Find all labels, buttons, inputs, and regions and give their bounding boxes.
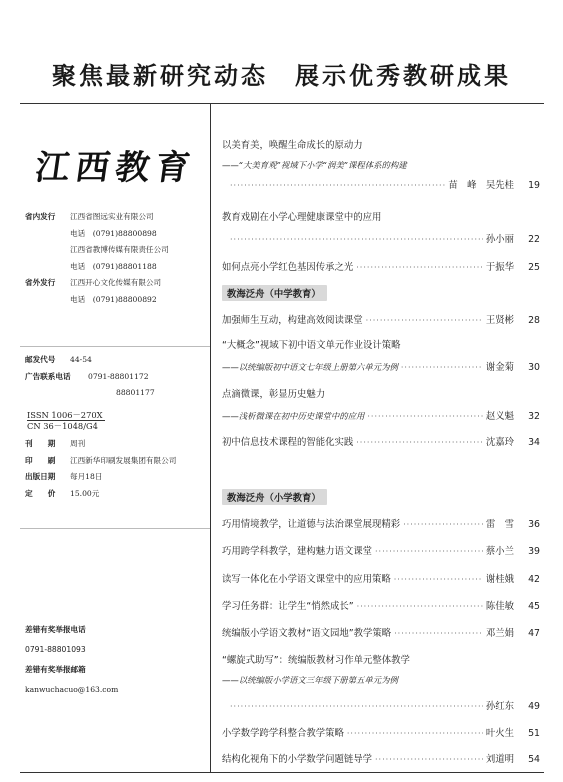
toc-author: 邓兰娟 bbox=[485, 628, 514, 639]
toc-entry[interactable] bbox=[222, 751, 540, 765]
toc-page: 36 bbox=[528, 519, 540, 530]
domestic-phone-1: (0791)88800898 bbox=[92, 228, 157, 238]
bottom-rule bbox=[20, 772, 544, 773]
overseas-distributor: 江西开心文化传媒有限公司 bbox=[70, 278, 162, 288]
toc-page: 28 bbox=[528, 315, 540, 326]
toc-author: 蔡小兰 bbox=[485, 546, 514, 557]
section-header-primary: 教海泛舟（小学教育） bbox=[222, 489, 327, 505]
domestic-phone-2: (0791)88801188 bbox=[92, 261, 157, 271]
toc-title: 加强师生互动，构建高效阅读课堂 bbox=[222, 315, 363, 326]
toc-title: 初中信息技术课程的智能化实践 bbox=[222, 437, 354, 448]
toc-page: 19 bbox=[528, 180, 540, 191]
issn: ISSN 1006－270X bbox=[27, 410, 105, 421]
phone-label: 电话 bbox=[70, 261, 86, 271]
magazine-logo: 江西教育 bbox=[32, 148, 199, 188]
printer-label: 印 刷 bbox=[25, 455, 56, 465]
error-report-contacts bbox=[25, 620, 118, 700]
toc-page: 47 bbox=[528, 628, 540, 639]
phone-label: 电话 bbox=[70, 294, 86, 304]
toc-title: 以美育美，唤醒生命成长的原动力 bbox=[222, 140, 363, 151]
toc-author: 雷 雪 bbox=[485, 519, 514, 530]
cn-number: CN 36－1048/G4 bbox=[27, 421, 98, 431]
toc-page: 22 bbox=[528, 234, 540, 245]
report-email-label: 差错有奖举报邮箱 bbox=[25, 665, 86, 674]
toc-author: 赵义魁 bbox=[485, 411, 514, 422]
toc-title: 统编版小学语文教材“语文园地”教学策略 bbox=[222, 628, 392, 639]
toc-author: 叶火生 bbox=[485, 728, 514, 739]
toc-author: 王贤彬 bbox=[485, 315, 514, 326]
toc-author: 沈嘉玲 bbox=[485, 437, 514, 448]
toc-title: 学习任务群：让学生“悄然成长” bbox=[222, 601, 354, 612]
toc-title: 如何点亮小学红色基因传承之光 bbox=[222, 262, 354, 273]
toc-entry[interactable] bbox=[222, 209, 540, 245]
toc-title: 巧用情境教学，让道德与法治课堂展现精彩 bbox=[222, 519, 401, 530]
toc-author: 苗 峰 吴先桂 bbox=[448, 180, 514, 191]
toc-page: 45 bbox=[528, 601, 540, 612]
domestic-label: 省内发行 bbox=[25, 212, 56, 221]
ad-phone-1: 0791-88801172 bbox=[88, 371, 149, 381]
date-label: 出版日期 bbox=[25, 472, 56, 482]
toc-page: 39 bbox=[528, 546, 540, 557]
ad-phone-2: 88801177 bbox=[116, 388, 155, 398]
overseas-phone: (0791)88800892 bbox=[92, 294, 157, 304]
info-separator bbox=[20, 528, 210, 529]
toc-author: 谢金菊 bbox=[485, 362, 514, 373]
toc-author: 刘道明 bbox=[485, 754, 514, 765]
top-rule bbox=[20, 103, 544, 104]
toc-entry[interactable] bbox=[222, 259, 540, 273]
toc-title: “大概念”视域下初中语文单元作业设计策略 bbox=[222, 340, 401, 351]
overseas-label: 省外发行 bbox=[25, 278, 56, 288]
toc-author: 陈佳敏 bbox=[485, 601, 514, 612]
toc-entry[interactable] bbox=[222, 312, 540, 326]
toc-page: 30 bbox=[528, 362, 540, 373]
toc-entry[interactable] bbox=[222, 386, 540, 422]
toc-page: 25 bbox=[528, 262, 540, 273]
toc-entry[interactable] bbox=[222, 652, 540, 712]
toc-page: 34 bbox=[528, 437, 540, 448]
price-label: 定 价 bbox=[25, 488, 56, 498]
printer: 江西新华印刷发展集团有限公司 bbox=[70, 455, 177, 465]
toc-page: 32 bbox=[528, 411, 540, 422]
toc-page: 42 bbox=[528, 574, 540, 585]
toc-title: 点滴微课，彰显历史魅力 bbox=[222, 389, 326, 400]
postal-info bbox=[25, 352, 155, 402]
postal-label: 邮发代号 bbox=[25, 355, 56, 364]
toc-page: 49 bbox=[528, 701, 540, 712]
domestic-distributor-1: 江西省图远实业有限公司 bbox=[70, 212, 154, 221]
issn-block bbox=[27, 410, 105, 431]
toc-title: 教育戏剧在小学心理健康课堂中的应用 bbox=[222, 212, 382, 223]
toc-entry[interactable] bbox=[222, 625, 540, 639]
toc-title: 结构化视角下的小学数学问题链导学 bbox=[222, 754, 373, 765]
toc-entry[interactable] bbox=[222, 434, 540, 448]
toc-subtitle: ——以统编版小学语文三年级下册第五单元为例 bbox=[222, 675, 398, 685]
report-phone: 0791-88801093 bbox=[25, 645, 86, 654]
toc-author: 谢桂娥 bbox=[485, 574, 514, 585]
price: 15.00元 bbox=[70, 488, 100, 498]
postal-code: 44-54 bbox=[70, 355, 92, 364]
publication-info bbox=[25, 209, 169, 309]
toc-subtitle: ——浅析微课在初中历史课堂中的应用 bbox=[222, 411, 365, 421]
toc-title: 巧用跨学科教学，建构魅力语文课堂 bbox=[222, 546, 373, 557]
toc-author: 孙小丽 bbox=[485, 234, 514, 245]
toc-entry[interactable] bbox=[222, 571, 540, 585]
print-info bbox=[25, 436, 176, 502]
toc-subtitle: ——以统编版初中语文七年级上册第六单元为例 bbox=[222, 362, 398, 372]
page-banner: 聚焦最新研究动态 展示优秀教研成果 bbox=[52, 61, 511, 90]
report-email: kanwuchacuo@163.com bbox=[25, 685, 119, 694]
report-phone-label: 差错有奖举报电话 bbox=[25, 625, 86, 634]
toc-entry[interactable] bbox=[222, 543, 540, 557]
toc-title: 小学数学跨学科整合教学策略 bbox=[222, 728, 344, 739]
info-separator bbox=[20, 346, 210, 347]
toc-subtitle: ——“大美育观”视域下小学“润美”课程体系的构建 bbox=[222, 160, 407, 170]
toc-entry[interactable] bbox=[222, 598, 540, 612]
publish-date: 每月18日 bbox=[70, 472, 103, 482]
toc-page: 54 bbox=[528, 754, 540, 765]
toc-entry[interactable] bbox=[222, 725, 540, 739]
domestic-distributor-2: 江西省教博传媒有限责任公司 bbox=[70, 245, 169, 255]
toc-author: 于振华 bbox=[485, 262, 514, 273]
period: 周刊 bbox=[70, 439, 86, 448]
section-header-middle: 教海泛舟（中学教育） bbox=[222, 285, 327, 301]
toc-entry[interactable] bbox=[222, 516, 540, 530]
toc-author: 孙红东 bbox=[485, 701, 514, 712]
phone-label: 电话 bbox=[70, 228, 86, 238]
column-divider bbox=[210, 104, 211, 772]
toc-page: 51 bbox=[528, 728, 540, 739]
toc-entry[interactable] bbox=[222, 137, 540, 191]
toc-title: “螺旋式助写”：统编版教材习作单元整体教学 bbox=[222, 655, 410, 666]
period-label: 刊 期 bbox=[25, 439, 56, 448]
toc-entry[interactable] bbox=[222, 337, 540, 373]
toc-title: 读写一体化在小学语文课堂中的应用策略 bbox=[222, 574, 391, 585]
ad-label: 广告联系电话 bbox=[25, 371, 71, 381]
